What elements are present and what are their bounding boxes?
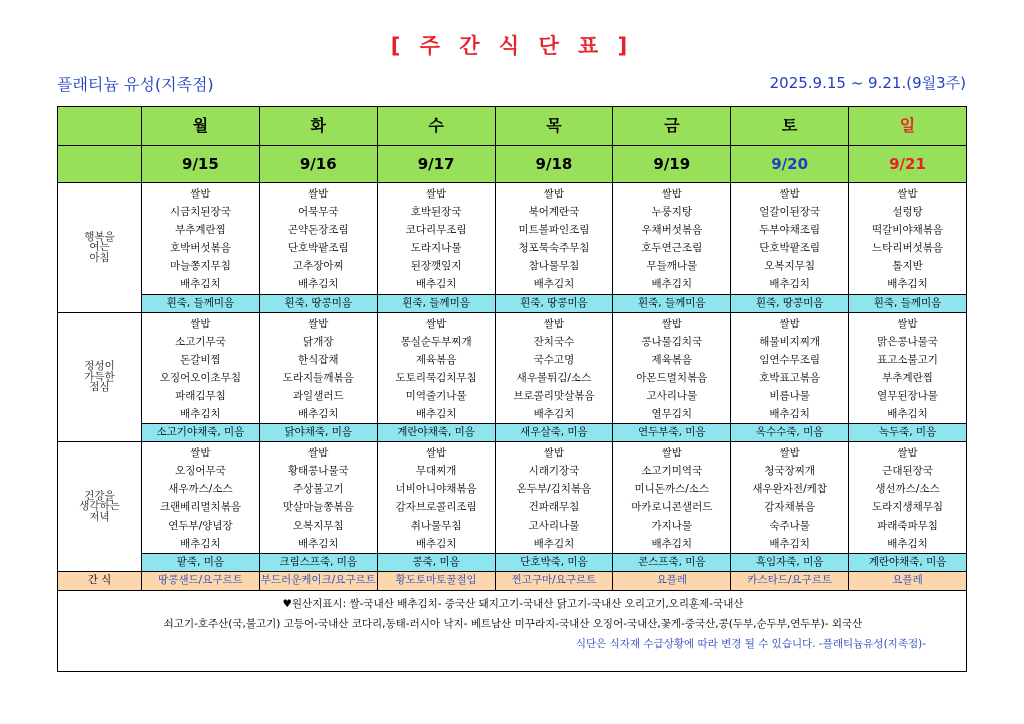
lunch-tue-menu	[259, 312, 377, 424]
porridge-item: 흰죽, 들께미음	[142, 294, 260, 312]
porridge-item: 흰죽, 들께미음	[849, 294, 967, 312]
date-mon: 9/15	[142, 146, 260, 183]
dish-item: 오징어무국	[175, 465, 226, 478]
dish-item: 돈갈비찜	[180, 353, 221, 366]
dish-item: 쌀밥	[308, 447, 329, 460]
dish-item: 참나물무침	[528, 260, 580, 273]
dish-item: 제육볶음	[415, 353, 457, 366]
dish-item: 제육볶음	[651, 353, 693, 366]
dish-item: 잔치국수	[533, 335, 575, 348]
breakfast-row	[58, 183, 967, 295]
porridge-item: 흰죽, 땅콩미음	[495, 294, 613, 312]
meal-label-line: 건강을	[84, 489, 115, 502]
dish-item: 톨지반	[892, 260, 923, 273]
lunch-sat-menu	[731, 312, 849, 424]
porridge-item: 크림스프죽, 미음	[259, 553, 377, 571]
dish-item: 마늘쫑지무침	[169, 260, 231, 273]
breakfast-sat-menu	[731, 183, 849, 295]
dish-item: 숙주나물	[769, 519, 810, 532]
dish-item: 배추김치	[651, 278, 693, 291]
dish-item: 쌀밥	[190, 317, 211, 330]
breakfast-mon-menu	[142, 183, 260, 295]
porridge-item: 흰죽, 땅콩미음	[259, 294, 377, 312]
dish-item: 아몬드멸치볶음	[636, 371, 708, 384]
snack-label: 간 식	[58, 571, 142, 590]
dish-item: 쌀밥	[425, 317, 447, 330]
dish-item: 쌀밥	[190, 447, 211, 460]
dinner-label	[58, 442, 142, 572]
dish-item: 파래죽파무침	[877, 519, 938, 532]
date-wed: 9/17	[377, 146, 495, 183]
dish-item: 미니돈까스/소스	[634, 483, 710, 496]
dinner-row	[58, 442, 967, 554]
dinner-wed-menu	[377, 442, 495, 554]
porridge-item: 옥수수죽, 미음	[731, 424, 849, 442]
menu-period: 2025.9.15 ~ 9.21.(9월3주)	[769, 74, 966, 92]
dish-item: 배추김치	[415, 278, 457, 291]
dish-item: 근대된장국	[882, 465, 933, 478]
dish-item: 쌀밥	[779, 447, 800, 460]
dish-item: 쌀밥	[779, 188, 800, 200]
date-header-row	[58, 146, 967, 183]
shop-name: 플래티늄 유성(지족점)	[57, 75, 214, 94]
meal-label-line: 행복을	[84, 230, 115, 243]
dish-item: 오복지무침	[292, 519, 344, 532]
breakfast-tue-menu	[259, 183, 377, 295]
day-sat: 토	[731, 107, 849, 146]
dish-item: 청포묵숙주무침	[518, 242, 590, 255]
dish-item: 쌀밥	[308, 317, 329, 330]
date-corner	[58, 146, 142, 183]
dish-item: 과일샐러드	[292, 389, 344, 402]
dish-item: 황태콩나물국	[287, 465, 349, 478]
dish-item: 배추김치	[769, 408, 810, 421]
lunch-sun-menu	[849, 312, 967, 424]
porridge-item: 연두부죽, 미음	[613, 424, 731, 442]
porridge-item: 새우살죽, 미음	[495, 424, 613, 442]
dish-item: 브로콜리맛살볶음	[513, 389, 595, 402]
dish-item: 쌀밥	[897, 447, 918, 460]
dish-item: 파래김무침	[175, 389, 226, 402]
meal-label-line: 가득한	[84, 370, 115, 383]
menu-change-note: 식단은 식자재 수급상황에 따라 변경 될 수 있습니다. -플래티늄유성(지족점)-	[575, 637, 926, 650]
dish-item: 배추김치	[769, 537, 810, 550]
dish-item: 된장깻잎지	[410, 260, 462, 273]
day-wed: 수	[377, 107, 495, 146]
dish-item: 쌀밥	[308, 188, 329, 200]
dish-item: 한식잡채	[297, 353, 339, 366]
dish-item: 쌀밥	[779, 317, 800, 330]
dish-item: 도라지나물	[410, 242, 462, 255]
origin-note-1: ♥원산지표시: 쌀-국내산 배추김치- 중국산 돼지고기-국내산 닭고기-국내산 오리고기,오리훈제-국내산	[282, 597, 744, 610]
dish-item: 쌀밥	[897, 317, 918, 330]
dish-item: 열무된장나물	[877, 389, 938, 402]
dish-item: 두부야채조림	[759, 224, 821, 237]
dish-item: 배추김치	[533, 278, 575, 291]
dish-item: 몽실순두부찌개	[400, 335, 472, 348]
day-header-row	[58, 107, 967, 146]
date-sun: 9/21	[849, 146, 967, 183]
porridge-item: 콘스프죽, 미음	[613, 553, 731, 571]
dish-item: 표고소불고기	[877, 353, 938, 366]
snack-item: 황도토마토꿀절임	[377, 571, 495, 590]
dish-item: 쌀밥	[543, 317, 565, 330]
dish-item: 시래기장국	[528, 465, 580, 478]
dish-item: 고추장아찌	[292, 260, 344, 273]
lunch-porridge-row	[58, 424, 967, 442]
dinner-porridge-row	[58, 553, 967, 571]
dinner-thu-menu	[495, 442, 613, 554]
porridge-item: 녹두죽, 미음	[849, 424, 967, 442]
dish-item: 소고기무국	[175, 335, 226, 348]
day-fri: 금	[613, 107, 731, 146]
snack-item: 땅콩샌드/요구르트	[142, 571, 260, 590]
breakfast-fri-menu	[613, 183, 731, 295]
dish-item: 쌀밥	[543, 447, 565, 460]
meal-label-line: 아침	[89, 251, 110, 264]
dish-item: 배추김치	[415, 408, 457, 421]
dish-item: 쌀밥	[661, 317, 682, 330]
dish-item: 배추김치	[180, 278, 221, 291]
dinner-sat-menu	[731, 442, 849, 554]
dish-item: 떡갈비야채볶음	[872, 224, 944, 237]
dish-item: 맛살마늘쫑볶음	[282, 501, 354, 514]
snack-item: 요플레	[613, 571, 731, 590]
dish-item: 부추계란찜	[175, 224, 226, 237]
meal-label-line: 점심	[89, 381, 110, 394]
breakfast-thu-menu	[495, 183, 613, 295]
day-thu: 목	[495, 107, 613, 146]
porridge-item: 계란야채죽, 미음	[377, 424, 495, 442]
dish-item: 고사리나물	[528, 519, 580, 532]
dish-item: 온두부/김치볶음	[516, 483, 592, 496]
dish-item: 우채버섯볶음	[641, 224, 703, 237]
dish-item: 새우볼튀김/소스	[516, 371, 592, 384]
dish-item: 미트볼파인조림	[518, 224, 590, 237]
dish-item: 배추김치	[533, 408, 575, 421]
porridge-item: 콩죽, 미음	[377, 553, 495, 571]
dish-item: 소고기미역국	[641, 465, 703, 478]
dish-item: 도라지생채무침	[872, 501, 944, 514]
dish-item: 고사리나물	[646, 389, 698, 402]
dish-item: 쌀밥	[897, 188, 918, 200]
weekly-menu-table	[57, 106, 967, 672]
dish-item: 쌀밥	[425, 188, 447, 200]
dish-item: 배추김치	[297, 278, 339, 291]
dish-item: 느타리버섯볶음	[872, 242, 944, 255]
dish-item: 닭개장	[303, 335, 334, 348]
snack-item: 찐고구마/요구르트	[495, 571, 613, 590]
dish-item: 열무김치	[651, 408, 693, 421]
dish-item: 주상불고기	[292, 483, 344, 496]
dish-item: 배추김치	[651, 537, 693, 550]
dish-item: 배추김치	[887, 278, 928, 291]
dish-item: 어묵무국	[297, 206, 339, 219]
dish-item: 설렁탕	[892, 206, 923, 219]
porridge-item: 팥죽, 미음	[142, 553, 260, 571]
dish-item: 부추계란찜	[882, 371, 933, 384]
dish-item: 오징어오이초무침	[159, 371, 241, 384]
dish-item: 배추김치	[887, 408, 928, 421]
snack-item: 요플레	[849, 571, 967, 590]
breakfast-sun-menu	[849, 183, 967, 295]
dish-item: 취나물무침	[410, 519, 462, 532]
dish-item: 도라지들깨볶음	[282, 371, 354, 384]
dish-item: 배추김치	[887, 537, 928, 550]
meal-label-line: 생각하는	[79, 500, 120, 513]
dish-item: 배추김치	[533, 537, 575, 550]
dish-item: 단호박팥조림	[287, 242, 349, 255]
dish-item: 콩나물김치국	[641, 335, 703, 348]
snack-item: 카스타드/요구르트	[731, 571, 849, 590]
dish-item: 감자브로콜리조림	[395, 501, 477, 514]
dish-item: 누룽지탕	[651, 206, 693, 219]
page-title: [ 주 간 식 단 표 ]	[390, 34, 634, 58]
dish-item: 너비아니야채볶음	[395, 483, 477, 496]
meal-label-line: 정성이	[84, 360, 115, 373]
lunch-thu-menu	[495, 312, 613, 424]
dish-item: 쌀밥	[425, 447, 447, 460]
dish-item: 가지나물	[651, 519, 693, 532]
lunch-fri-menu	[613, 312, 731, 424]
dish-item: 건파래무침	[528, 501, 580, 514]
dish-item: 미역줄기나물	[405, 389, 467, 402]
dish-item: 크랜베리멸치볶음	[159, 501, 241, 514]
porridge-item: 흰죽, 들께미음	[613, 294, 731, 312]
date-thu: 9/18	[495, 146, 613, 183]
dish-item: 생선까스/소스	[875, 483, 940, 496]
porridge-item: 닭야채죽, 미음	[259, 424, 377, 442]
dish-item: 배추김치	[180, 537, 221, 550]
dinner-fri-menu	[613, 442, 731, 554]
dish-item: 쌀밥	[543, 188, 565, 200]
date-fri: 9/19	[613, 146, 731, 183]
notes-cell	[58, 590, 967, 671]
dish-item: 연두부/양념장	[168, 519, 233, 532]
dish-item: 쌀밥	[190, 188, 211, 200]
origin-note-2: 쇠고기-호주산(국,불고기) 고등어-국내산 코다리,동태-러시아 낙지- 베트남산 미꾸라지-국내산 오징어-국내산,꽃게-중국산,콩(두부,순두부,연두부)- 외국산	[163, 617, 863, 630]
dish-item: 임연수무조림	[759, 353, 821, 366]
porridge-item: 흑임자죽, 미음	[731, 553, 849, 571]
day-tue: 화	[259, 107, 377, 146]
dish-item: 감자채볶음	[764, 501, 815, 514]
dinner-sun-menu	[849, 442, 967, 554]
lunch-row	[58, 312, 967, 424]
dish-item: 마카로니콘샐러드	[631, 501, 713, 514]
dish-item: 오복지무침	[764, 260, 815, 273]
dish-item: 새우완자전/케찹	[752, 483, 827, 496]
dish-item: 호박표고볶음	[759, 371, 821, 384]
date-tue: 9/16	[259, 146, 377, 183]
porridge-item: 단호박죽, 미음	[495, 553, 613, 571]
dinner-mon-menu	[142, 442, 260, 554]
meal-label-line: 여는	[89, 241, 110, 254]
dish-item: 비름나물	[769, 389, 810, 402]
dish-item: 호박버섯볶음	[169, 242, 231, 255]
dish-item: 도토리묵김치무침	[395, 371, 477, 384]
dinner-tue-menu	[259, 442, 377, 554]
dish-item: 얼갈이된장국	[759, 206, 821, 219]
dish-item: 곤약돈장조림	[287, 224, 349, 237]
lunch-label	[58, 312, 142, 442]
dish-item: 새우까스/소스	[168, 483, 233, 496]
breakfast-porridge-row	[58, 294, 967, 312]
dish-item: 배추김치	[415, 537, 457, 550]
lunch-wed-menu	[377, 312, 495, 424]
header-corner	[58, 107, 142, 146]
dish-item: 단호박팥조림	[759, 242, 821, 255]
dish-item: 호두연근조림	[641, 242, 703, 255]
dish-item: 해물비지찌개	[759, 335, 821, 348]
breakfast-label	[58, 183, 142, 313]
meal-label-line: 저녁	[89, 510, 110, 523]
porridge-item: 소고기야채죽, 미음	[142, 424, 260, 442]
porridge-item: 흰죽, 땅콩미음	[731, 294, 849, 312]
dish-item: 북어계란국	[528, 206, 580, 219]
porridge-item: 흰죽, 들께미음	[377, 294, 495, 312]
dish-item: 쌀밥	[661, 188, 682, 200]
dish-item: 호박된장국	[410, 206, 462, 219]
day-sun: 일	[849, 107, 967, 146]
date-sat: 9/20	[731, 146, 849, 183]
notes-row	[58, 590, 967, 671]
breakfast-wed-menu	[377, 183, 495, 295]
dish-item: 시금치된장국	[169, 206, 231, 219]
porridge-item: 계란야채죽, 미음	[849, 553, 967, 571]
snack-row	[58, 571, 967, 590]
dish-item: 쌀밥	[661, 447, 682, 460]
dish-item: 배추김치	[769, 278, 810, 291]
dish-item: 맑은콩나물국	[877, 335, 938, 348]
lunch-mon-menu	[142, 312, 260, 424]
dish-item: 배추김치	[180, 408, 221, 421]
dish-item: 코다리무조림	[405, 224, 467, 237]
dish-item: 청국장찌개	[764, 465, 815, 478]
dish-item: 국수고명	[533, 353, 575, 366]
dish-item: 무대찌개	[415, 465, 457, 478]
snack-item: 부드러운케이크/요구르트	[259, 571, 377, 590]
day-mon: 월	[142, 107, 260, 146]
dish-item: 배추김치	[297, 408, 339, 421]
dish-item: 배추김치	[297, 537, 339, 550]
dish-item: 무들깨나물	[646, 260, 698, 273]
